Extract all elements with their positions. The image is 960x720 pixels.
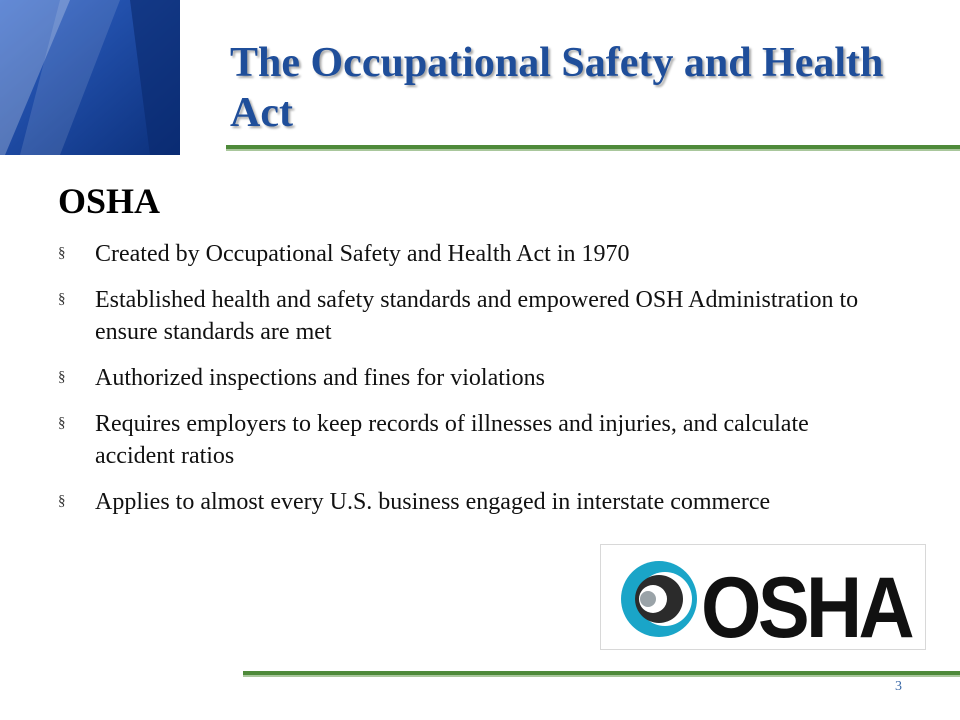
bullet-text: Established health and safety standards and empowered OSH Administration to ensure standards are met: [95, 287, 859, 345]
bullet-text: Requires employers to keep records of illnesses and injuries, and calculate accident ratios: [95, 411, 809, 469]
page-number: 3: [895, 679, 902, 694]
osha-logo: [600, 544, 926, 650]
corner-decoration: [0, 0, 180, 155]
osha-logo-letters: OSHA: [701, 560, 913, 649]
bullet-text: Created by Occupational Safety and Health Act in 1970: [95, 241, 630, 267]
slide-subtitle: OSHA: [58, 181, 161, 221]
osha-logo-graphic: [601, 545, 925, 649]
bullet-marker: §: [58, 493, 66, 509]
bullet-marker: §: [58, 245, 66, 261]
footer-divider-shadow: [243, 675, 960, 677]
bullet-text: Applies to almost every U.S. business engaged in interstate commerce: [95, 489, 771, 515]
bullet-marker: §: [58, 291, 66, 307]
bullet-item: [58, 362, 878, 394]
title-divider-shadow: [226, 149, 960, 151]
bullet-item: [58, 408, 878, 472]
slide-title: The Occupational Safety and Health Act: [230, 40, 884, 136]
bullet-marker: §: [58, 415, 66, 431]
bullet-text: Authorized inspections and fines for violations: [95, 365, 545, 391]
bullet-list: [58, 238, 878, 532]
bullet-item: [58, 284, 878, 348]
bullet-item: [58, 238, 878, 270]
bullet-marker: §: [58, 369, 66, 385]
bullet-item: [58, 486, 878, 518]
